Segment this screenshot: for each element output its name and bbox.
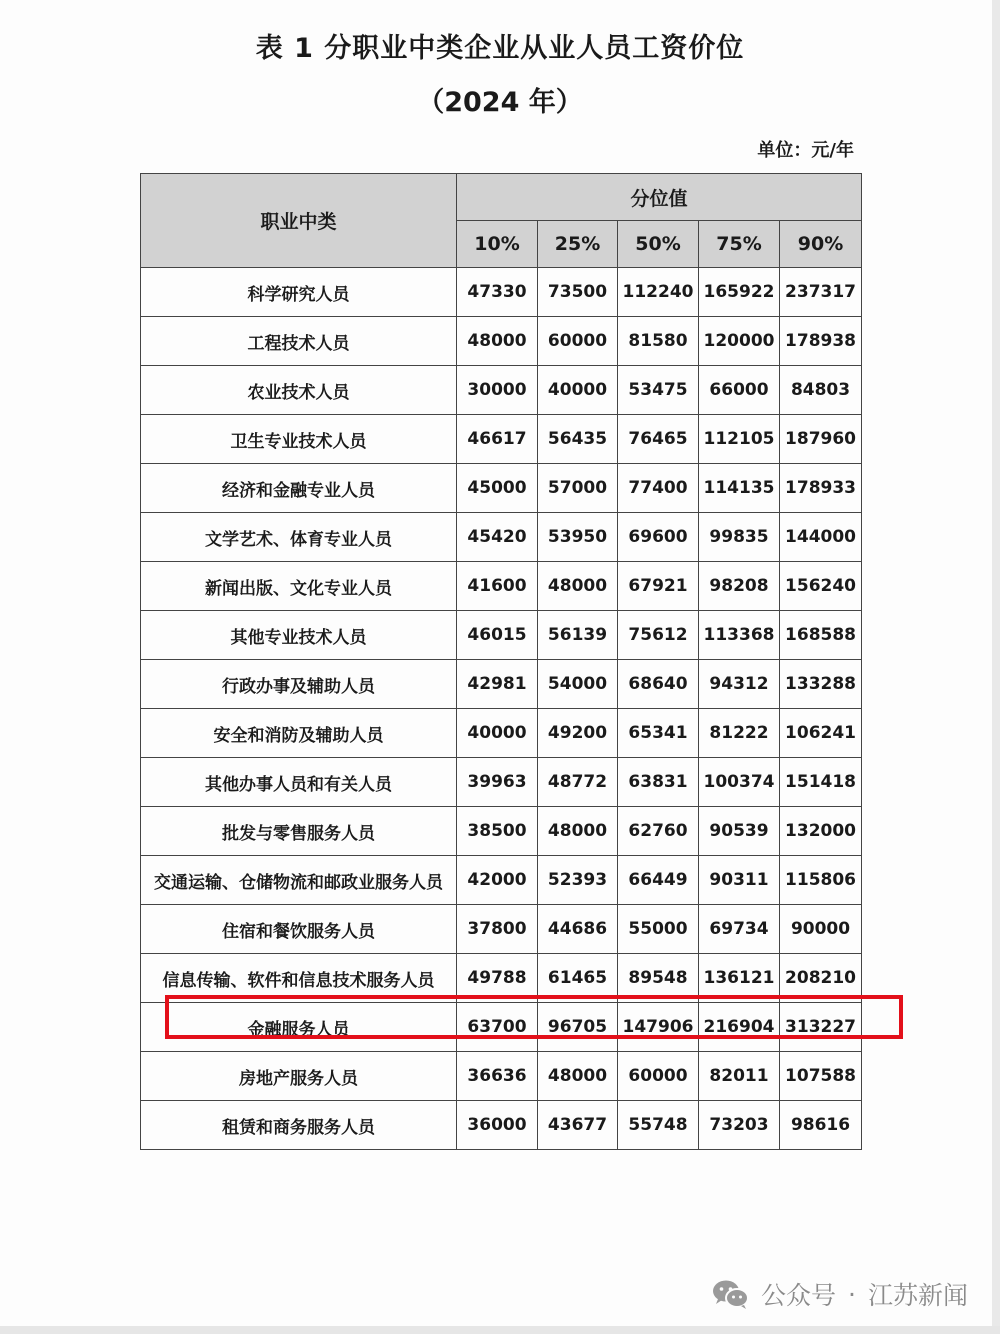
table-row [141,1052,862,1101]
wage-cell: 47330 [457,268,538,317]
wage-cell: 38500 [457,807,538,856]
wage-cell: 114135 [699,464,780,513]
occupation-name: 房地产服务人员 [141,1052,457,1101]
wage-cell: 178938 [780,317,862,366]
table-row [141,366,862,415]
occupation-name: 交通运输、仓储物流和邮政业服务人员 [141,856,457,905]
wage-cell: 40000 [538,366,618,415]
wage-cell: 76465 [618,415,699,464]
occupation-name: 工程技术人员 [141,317,457,366]
wage-cell: 36636 [457,1052,538,1101]
wage-cell: 96705 [538,1003,618,1052]
wage-cell: 46617 [457,415,538,464]
occupation-name: 信息传输、软件和信息技术服务人员 [141,954,457,1003]
wage-cell: 77400 [618,464,699,513]
wage-cell: 37800 [457,905,538,954]
document-title: 表 1 分职业中类企业从业人员工资价位 [255,33,745,64]
table-row [141,611,862,660]
occupation-name: 行政办事及辅助人员 [141,660,457,709]
wage-cell: 60000 [538,317,618,366]
wage-cell: 89548 [618,954,699,1003]
quantile-header: 分位值 [457,174,862,221]
wage-cell: 82011 [699,1052,780,1101]
wage-cell: 73203 [699,1101,780,1150]
wage-cell: 49788 [457,954,538,1003]
wage-cell: 90000 [780,905,862,954]
wage-cell: 53475 [618,366,699,415]
wage-cell: 67921 [618,562,699,611]
wage-cell: 136121 [699,954,780,1003]
wage-cell: 30000 [457,366,538,415]
percentile-header-3: 75% [699,221,780,268]
wage-cell: 55748 [618,1101,699,1150]
wage-cell: 66449 [618,856,699,905]
wage-cell: 107588 [780,1052,862,1101]
category-header: 职业中类 [141,174,457,268]
wage-cell: 66000 [699,366,780,415]
wage-cell: 63831 [618,758,699,807]
table-row [141,317,862,366]
wage-cell: 48000 [538,807,618,856]
table-row [141,856,862,905]
wage-cell: 68640 [618,660,699,709]
wage-cell: 81222 [699,709,780,758]
page-bottom-edge [0,1326,1000,1334]
wage-cell: 98616 [780,1101,862,1150]
table-row [141,660,862,709]
wechat-icon [711,1278,751,1310]
wage-cell: 48000 [538,562,618,611]
occupation-name: 其他专业技术人员 [141,611,457,660]
wage-cell: 45420 [457,513,538,562]
occupation-name: 住宿和餐饮服务人员 [141,905,457,954]
occupation-name: 文学艺术、体育专业人员 [141,513,457,562]
footer-watermark [711,1276,968,1312]
occupation-name: 租赁和商务服务人员 [141,1101,457,1150]
wage-cell: 132000 [780,807,862,856]
wage-cell: 81580 [618,317,699,366]
occupation-name: 科学研究人员 [141,268,457,317]
wage-cell: 40000 [457,709,538,758]
wage-cell: 151418 [780,758,862,807]
wage-cell: 54000 [538,660,618,709]
wage-cell: 90311 [699,856,780,905]
occupation-name: 安全和消防及辅助人员 [141,709,457,758]
wage-cell: 94312 [699,660,780,709]
wage-cell: 48000 [457,317,538,366]
occupation-name: 卫生专业技术人员 [141,415,457,464]
wage-cell: 45000 [457,464,538,513]
wage-cell: 57000 [538,464,618,513]
wage-cell: 98208 [699,562,780,611]
wage-cell: 65341 [618,709,699,758]
wage-cell: 165922 [699,268,780,317]
wage-cell: 100374 [699,758,780,807]
table-row [141,562,862,611]
wage-cell: 133288 [780,660,862,709]
footer-label: 公众号 [761,1281,837,1310]
wage-cell: 41600 [457,562,538,611]
wage-cell: 112105 [699,415,780,464]
wage-cell: 106241 [780,709,862,758]
percentile-header-1: 25% [538,221,618,268]
wage-cell: 46015 [457,611,538,660]
table-row [141,905,862,954]
wage-cell: 69600 [618,513,699,562]
wage-cell: 48772 [538,758,618,807]
wage-cell: 99835 [699,513,780,562]
wage-cell: 75612 [618,611,699,660]
wage-cell: 216904 [699,1003,780,1052]
occupation-name: 其他办事人员和有关人员 [141,758,457,807]
wage-cell: 69734 [699,905,780,954]
wage-cell: 48000 [538,1052,618,1101]
table-row [141,1101,862,1150]
occupation-name: 经济和金融专业人员 [141,464,457,513]
wage-cell: 237317 [780,268,862,317]
table-row [141,513,862,562]
percentile-header-0: 10% [457,221,538,268]
wage-cell: 62760 [618,807,699,856]
wage-cell: 112240 [618,268,699,317]
wage-cell: 60000 [618,1052,699,1101]
wage-cell: 56139 [538,611,618,660]
wage-cell: 147906 [618,1003,699,1052]
wage-cell: 120000 [699,317,780,366]
table-row [141,464,862,513]
wage-cell: 42000 [457,856,538,905]
document-subtitle: （2024 年） [417,87,583,118]
page-right-edge [992,0,1000,1334]
wage-cell: 84803 [780,366,862,415]
table-row [141,268,862,317]
wage-cell: 115806 [780,856,862,905]
highlight-box [165,995,903,1039]
wage-cell: 61465 [538,954,618,1003]
percentile-header-2: 50% [618,221,699,268]
wage-cell: 36000 [457,1101,538,1150]
wage-cell: 90539 [699,807,780,856]
occupation-name: 农业技术人员 [141,366,457,415]
wage-cell: 43677 [538,1101,618,1150]
wage-cell: 42981 [457,660,538,709]
wage-cell: 208210 [780,954,862,1003]
wage-cell: 49200 [538,709,618,758]
occupation-name: 新闻出版、文化专业人员 [141,562,457,611]
wage-cell: 156240 [780,562,862,611]
footer-separator: · [848,1279,856,1309]
wage-cell: 52393 [538,856,618,905]
wage-cell: 56435 [538,415,618,464]
wage-cell: 313227 [780,1003,862,1052]
table-row [141,415,862,464]
wage-cell: 53950 [538,513,618,562]
percentile-header-4: 90% [780,221,862,268]
table-row [141,709,862,758]
occupation-name: 批发与零售服务人员 [141,807,457,856]
occupation-name: 金融服务人员 [141,1003,457,1052]
wage-cell: 63700 [457,1003,538,1052]
wage-cell: 187960 [780,415,862,464]
wage-cell: 73500 [538,268,618,317]
wage-cell: 39963 [457,758,538,807]
unit-label: 单位：元/年 [757,140,854,161]
wage-cell: 178933 [780,464,862,513]
wage-cell: 168588 [780,611,862,660]
wage-cell: 144000 [780,513,862,562]
wage-cell: 113368 [699,611,780,660]
table-row [141,758,862,807]
footer-account: 江苏新闻 [867,1281,968,1310]
table-row [141,807,862,856]
wage-cell: 55000 [618,905,699,954]
wage-cell: 44686 [538,905,618,954]
